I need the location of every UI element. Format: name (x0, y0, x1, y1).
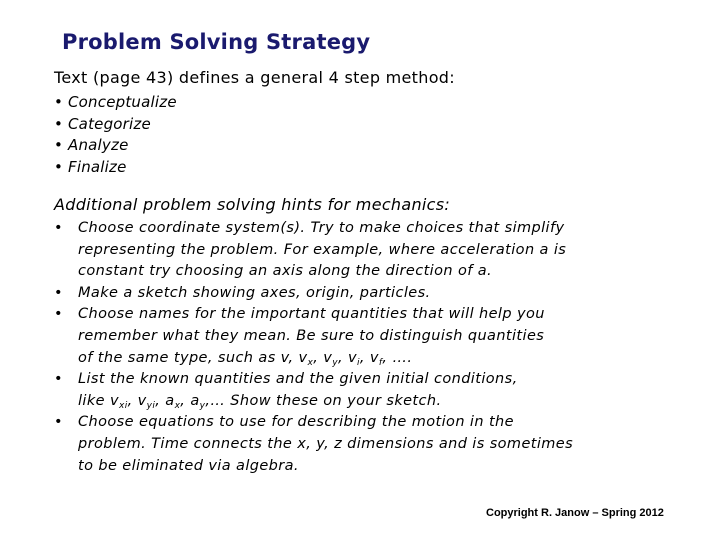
hint-line: remember what they mean. Be sure to distinguish quantities (78, 327, 545, 344)
step-item (54, 114, 177, 136)
hint-line: Choose equations to use for describing the motion in the (78, 414, 514, 431)
hint-text: , a (155, 392, 175, 409)
hint-item (54, 304, 674, 369)
bullet-icon: • (54, 157, 64, 176)
hint-text: , v (337, 349, 357, 366)
subscript: xi (118, 400, 128, 411)
hint-line: Choose coordinate system(s). Try to make choices that simplify (78, 220, 565, 236)
subscript: x (174, 400, 181, 411)
bullet-icon: • (54, 306, 63, 323)
hint-line: to be eliminated via algebra. (78, 457, 299, 474)
hint-line: Make a sketch showing axes, origin, particles. (78, 284, 431, 301)
hint-text: ,… Show these on your sketch. (205, 392, 442, 409)
hint-text: of the same type, such as v, v (78, 349, 308, 366)
slide-title: Problem Solving Strategy (62, 30, 371, 54)
subscript: i (356, 357, 360, 368)
subscript: f (378, 357, 383, 368)
step-label: Finalize (68, 157, 127, 176)
steps-list (54, 92, 177, 178)
subscript: y (332, 357, 338, 368)
bullet-icon: • (54, 371, 63, 388)
hint-text: , v (127, 392, 147, 409)
hint-item (54, 283, 674, 305)
hints-heading: Additional problem solving hints for mechanics: (54, 195, 451, 214)
step-label: Conceptualize (68, 93, 177, 111)
hint-line-with-subscripts (78, 348, 674, 370)
hint-item (54, 369, 674, 412)
bullet-icon: • (54, 114, 64, 133)
hint-item (54, 412, 674, 477)
step-label: Analyze (68, 136, 129, 154)
bullet-icon: • (54, 136, 64, 154)
copyright-footer: Copyright R. Janow – Spring 2012 (486, 507, 664, 519)
step-item (54, 135, 177, 157)
bullet-icon: • (54, 220, 63, 236)
subscript: yi (146, 400, 156, 411)
hint-text: like v (78, 392, 119, 409)
hint-line: problem. Time connects the x, y, z dimensions and is sometimes (78, 435, 574, 452)
hint-line-with-subscripts (78, 391, 674, 413)
subscript: y (199, 400, 206, 411)
hint-line: representing the problem. For example, where acceleration a is (78, 241, 567, 258)
intro-text: Text (page 43) defines a general 4 step method: (54, 68, 455, 87)
hints-list (54, 218, 674, 477)
step-item (54, 157, 177, 179)
hint-line: List the known quantities and the given initial conditions, (78, 371, 518, 388)
hint-line: Choose names for the important quantities that will help you (78, 306, 545, 323)
bullet-icon: • (54, 93, 64, 111)
step-item (54, 92, 177, 114)
hint-text: , a (180, 392, 200, 409)
hint-line: constant try choosing an axis along the direction of a. (78, 263, 493, 280)
step-label: Categorize (68, 114, 151, 133)
hint-text: , …. (382, 349, 413, 366)
bullet-icon: • (54, 284, 63, 301)
bullet-icon: • (54, 414, 63, 431)
hint-text: , v (313, 349, 333, 366)
subscript: x (307, 357, 314, 368)
hint-text: , v (359, 349, 379, 366)
hint-item (54, 218, 674, 283)
